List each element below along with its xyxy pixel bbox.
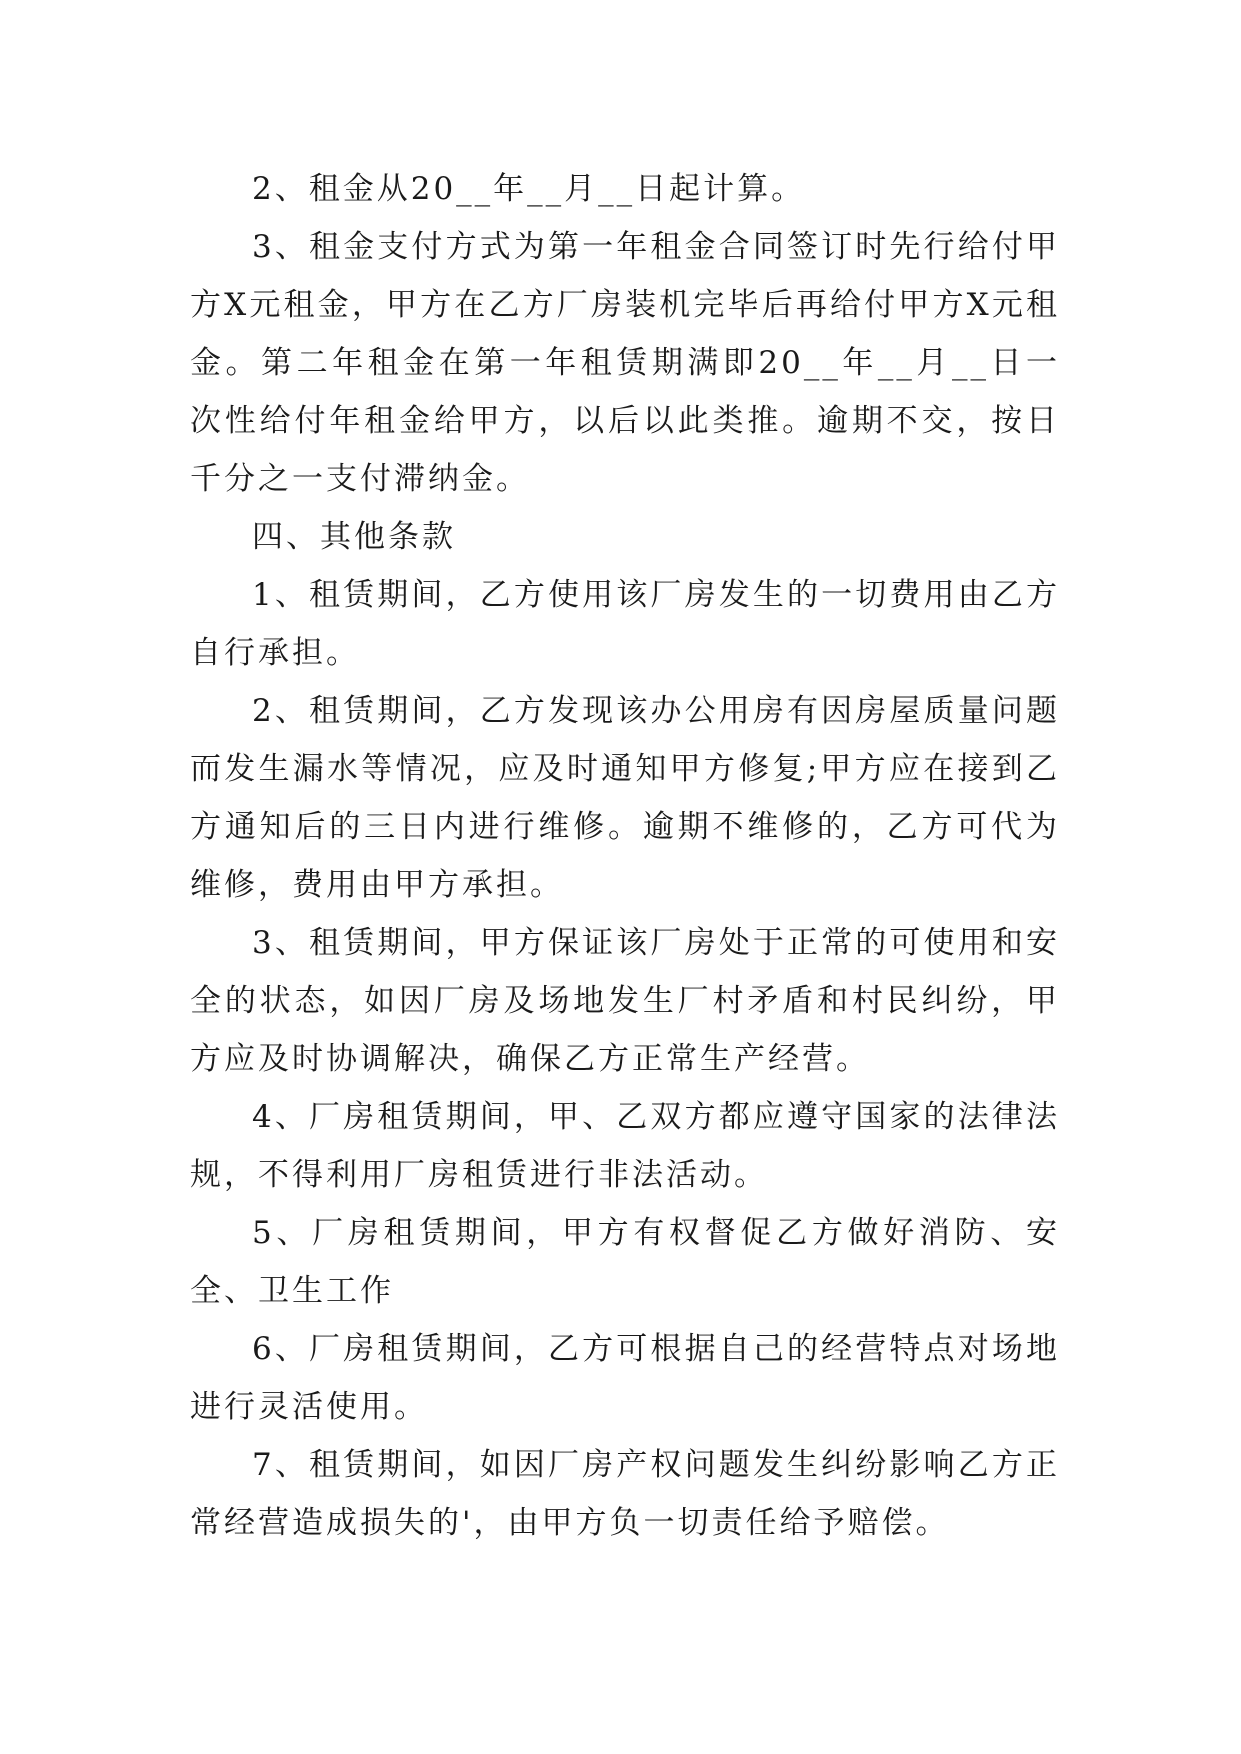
document-body xyxy=(190,160,1060,1552)
paragraph-term-5: 5、厂房租赁期间，甲方有权督促乙方做好消防、安全、卫生工作 xyxy=(190,1215,1060,1309)
paragraph-term-6: 6、厂房租赁期间，乙方可根据自己的经营特点对场地进行灵活使用。 xyxy=(190,1331,1060,1425)
paragraph-term-4: 4、厂房租赁期间，甲、乙双方都应遵守国家的法律法规，不得利用厂房租赁进行非法活动。 xyxy=(190,1099,1060,1193)
paragraph-term-1: 1、租赁期间，乙方使用该厂房发生的一切费用由乙方自行承担。 xyxy=(190,577,1060,671)
paragraph-term-3: 3、租赁期间，甲方保证该厂房处于正常的可使用和安全的状态，如因厂房及场地发生厂村矛盾和村民纠纷，甲方应及时协调解决，确保乙方正常生产经营。 xyxy=(190,925,1060,1077)
paragraph-rent-payment-method: 3、租金支付方式为第一年租金合同签订时先行给付甲方X元租金，甲方在乙方厂房装机完毕后再给付甲方X元租金。第二年租金在第一年租赁期满即20__年__月__日一次性给付年租金给甲方，以后以此类推。逾期不交，按日千分之一支付滞纳金。 xyxy=(190,229,1060,497)
paragraph-rent-start-date: 2、租金从20__年__月__日起计算。 xyxy=(252,171,806,207)
paragraph-term-7: 7、租赁期间，如因厂房产权问题发生纠纷影响乙方正常经营造成损失的'，由甲方负一切责任给予赔偿。 xyxy=(190,1447,1060,1541)
paragraph-term-2: 2、租赁期间，乙方发现该办公用房有因房屋质量问题而发生漏水等情况，应及时通知甲方修复;甲方应在接到乙方通知后的三日内进行维修。逾期不维修的，乙方可代为维修，费用由甲方承担。 xyxy=(190,693,1060,903)
section-heading-other-terms: 四、其他条款 xyxy=(252,519,456,555)
